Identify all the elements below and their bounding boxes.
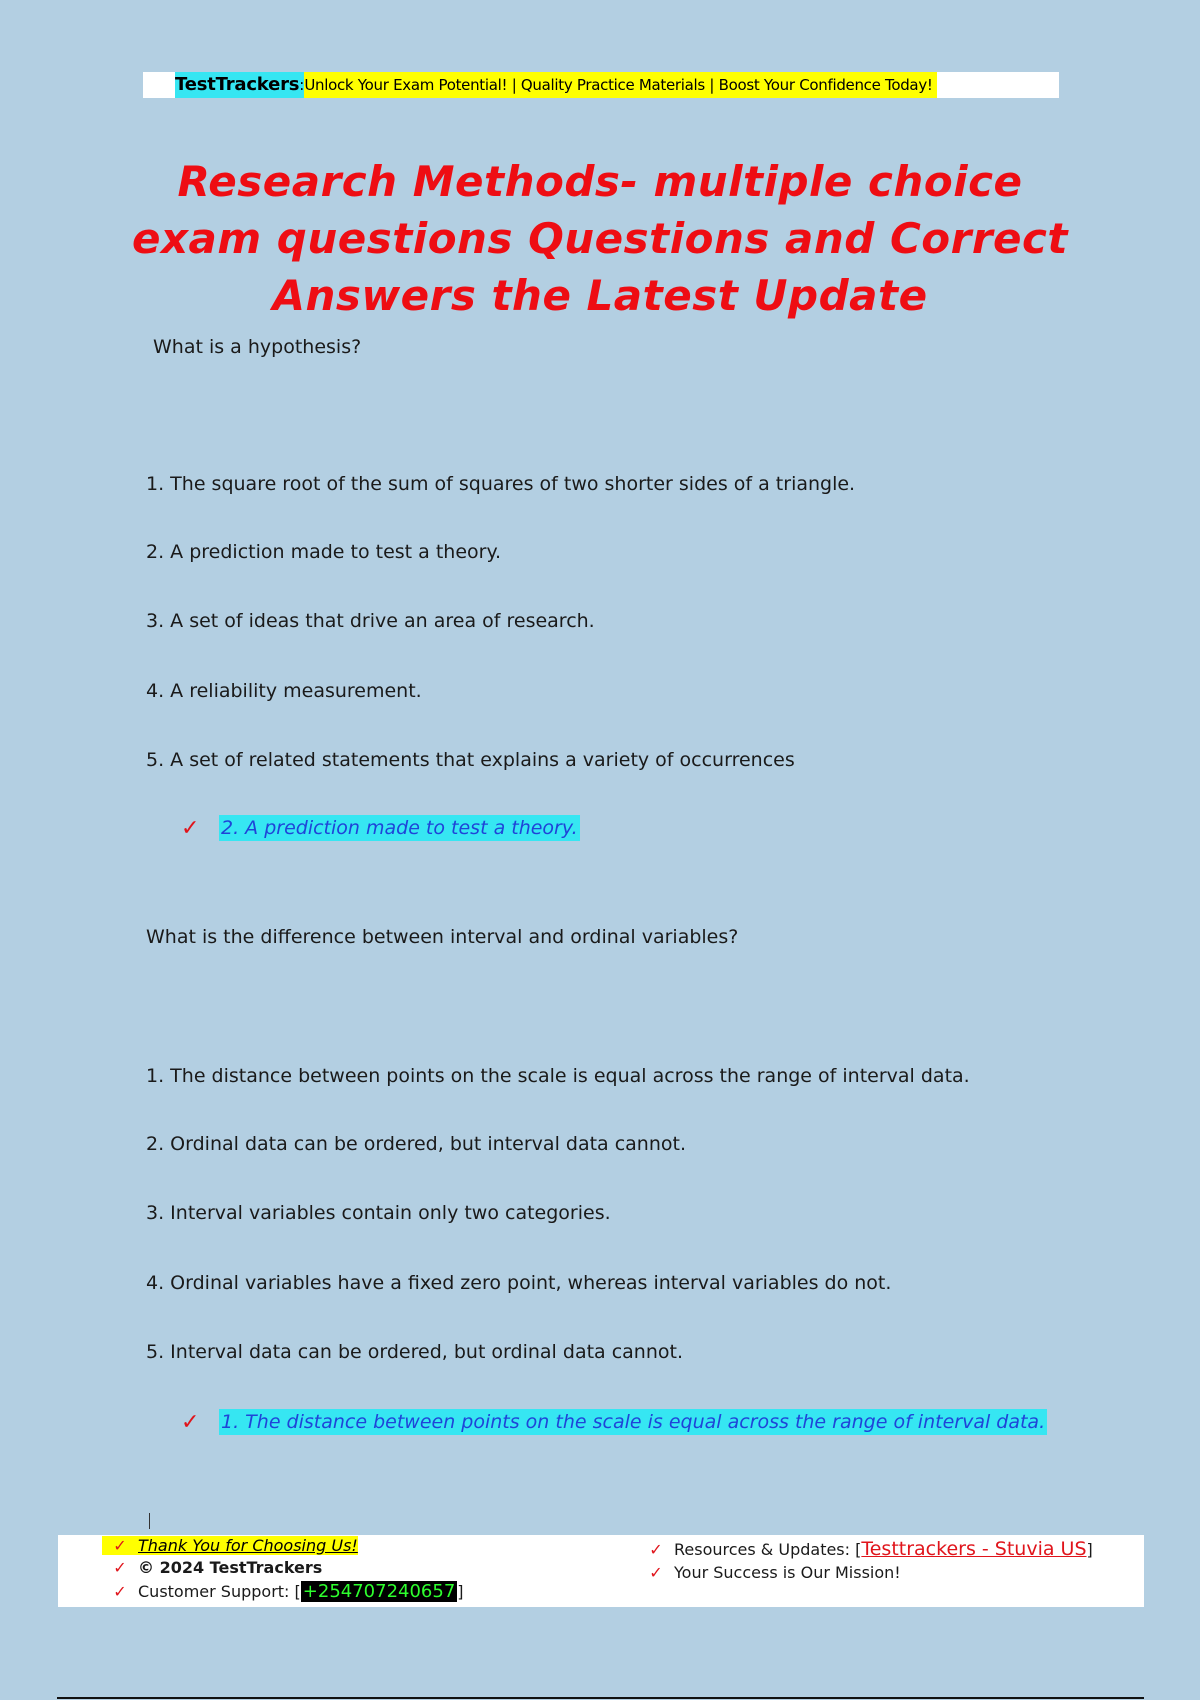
footer-panel	[58, 1535, 1144, 1607]
brand-colon: :	[299, 72, 304, 98]
page-bottom-rule	[57, 1697, 1144, 1699]
footer-resources-row	[638, 1538, 1093, 1560]
support-phone-number[interactable]: +254707240657	[302, 1581, 456, 1602]
question-2-option-2: 2. Ordinal data can be ordered, but interval data cannot.	[146, 1133, 687, 1155]
check-icon: ✓	[113, 1558, 127, 1577]
footer-support-label: Customer Support: [	[138, 1582, 301, 1601]
question-1-answer	[181, 815, 580, 841]
footer-resources-label: Resources & Updates: [	[674, 1539, 862, 1559]
footer-resources-close: ]	[1086, 1539, 1093, 1559]
check-icon: ✓	[102, 1536, 138, 1555]
check-icon: ✓	[181, 1409, 200, 1435]
question-2-answer	[181, 1409, 1047, 1435]
footer-copyright-row	[102, 1558, 322, 1577]
document-title: Research Methods- multiple choice exam questions Questions and Correct Answers the Latest Update	[131, 157, 1069, 320]
question-1-text: What is a hypothesis?	[153, 336, 362, 358]
question-1-option-2: 2. A prediction made to test a theory.	[146, 541, 502, 563]
footer-thanks: Thank You for Choosing Us!	[138, 1536, 358, 1555]
text-cursor	[149, 1513, 150, 1529]
footer-support-row	[102, 1581, 464, 1602]
brand-name: TestTrackers	[175, 72, 299, 98]
question-2-option-5: 5. Interval data can be ordered, but ordinal data cannot.	[146, 1341, 684, 1363]
stuvia-link[interactable]: Testtrackers - Stuvia US	[861, 1538, 1087, 1560]
header-banner	[143, 72, 1059, 98]
question-1-answer-text: 2. A prediction made to test a theory.	[221, 817, 578, 839]
question-1-option-4: 4. A reliability measurement.	[146, 680, 422, 702]
footer-mission: Your Success is Our Mission!	[674, 1563, 901, 1582]
footer-thanks-row	[102, 1536, 358, 1555]
footer-support-close: ]	[457, 1582, 464, 1601]
check-icon: ✓	[181, 815, 200, 841]
question-2-option-4: 4. Ordinal variables have a fixed zero point, whereas interval variables do not.	[146, 1272, 892, 1294]
check-icon: ✓	[649, 1563, 663, 1582]
question-1-option-5: 5. A set of related statements that explains a variety of occurrences	[146, 749, 795, 771]
question-2-option-1: 1. The distance between points on the scale is equal across the range of interval data.	[146, 1065, 970, 1087]
banner-tagline: Unlock Your Exam Potential! | Quality Practice Materials | Boost Your Confidence Today!	[304, 72, 936, 98]
check-icon: ✓	[649, 1539, 663, 1559]
question-2-text: What is the difference between interval and ordinal variables?	[146, 926, 739, 948]
check-icon: ✓	[113, 1582, 127, 1601]
footer-copyright: © 2024 TestTrackers	[138, 1558, 323, 1577]
question-1-option-3: 3. A set of ideas that drive an area of research.	[146, 610, 595, 632]
footer-mission-row	[638, 1563, 901, 1582]
question-1-option-1: 1. The square root of the sum of squares of two shorter sides of a triangle.	[146, 473, 856, 495]
question-2-answer-text: 1. The distance between points on the scale is equal across the range of interval data.	[221, 1411, 1046, 1433]
question-2-option-3: 3. Interval variables contain only two categories.	[146, 1202, 611, 1224]
